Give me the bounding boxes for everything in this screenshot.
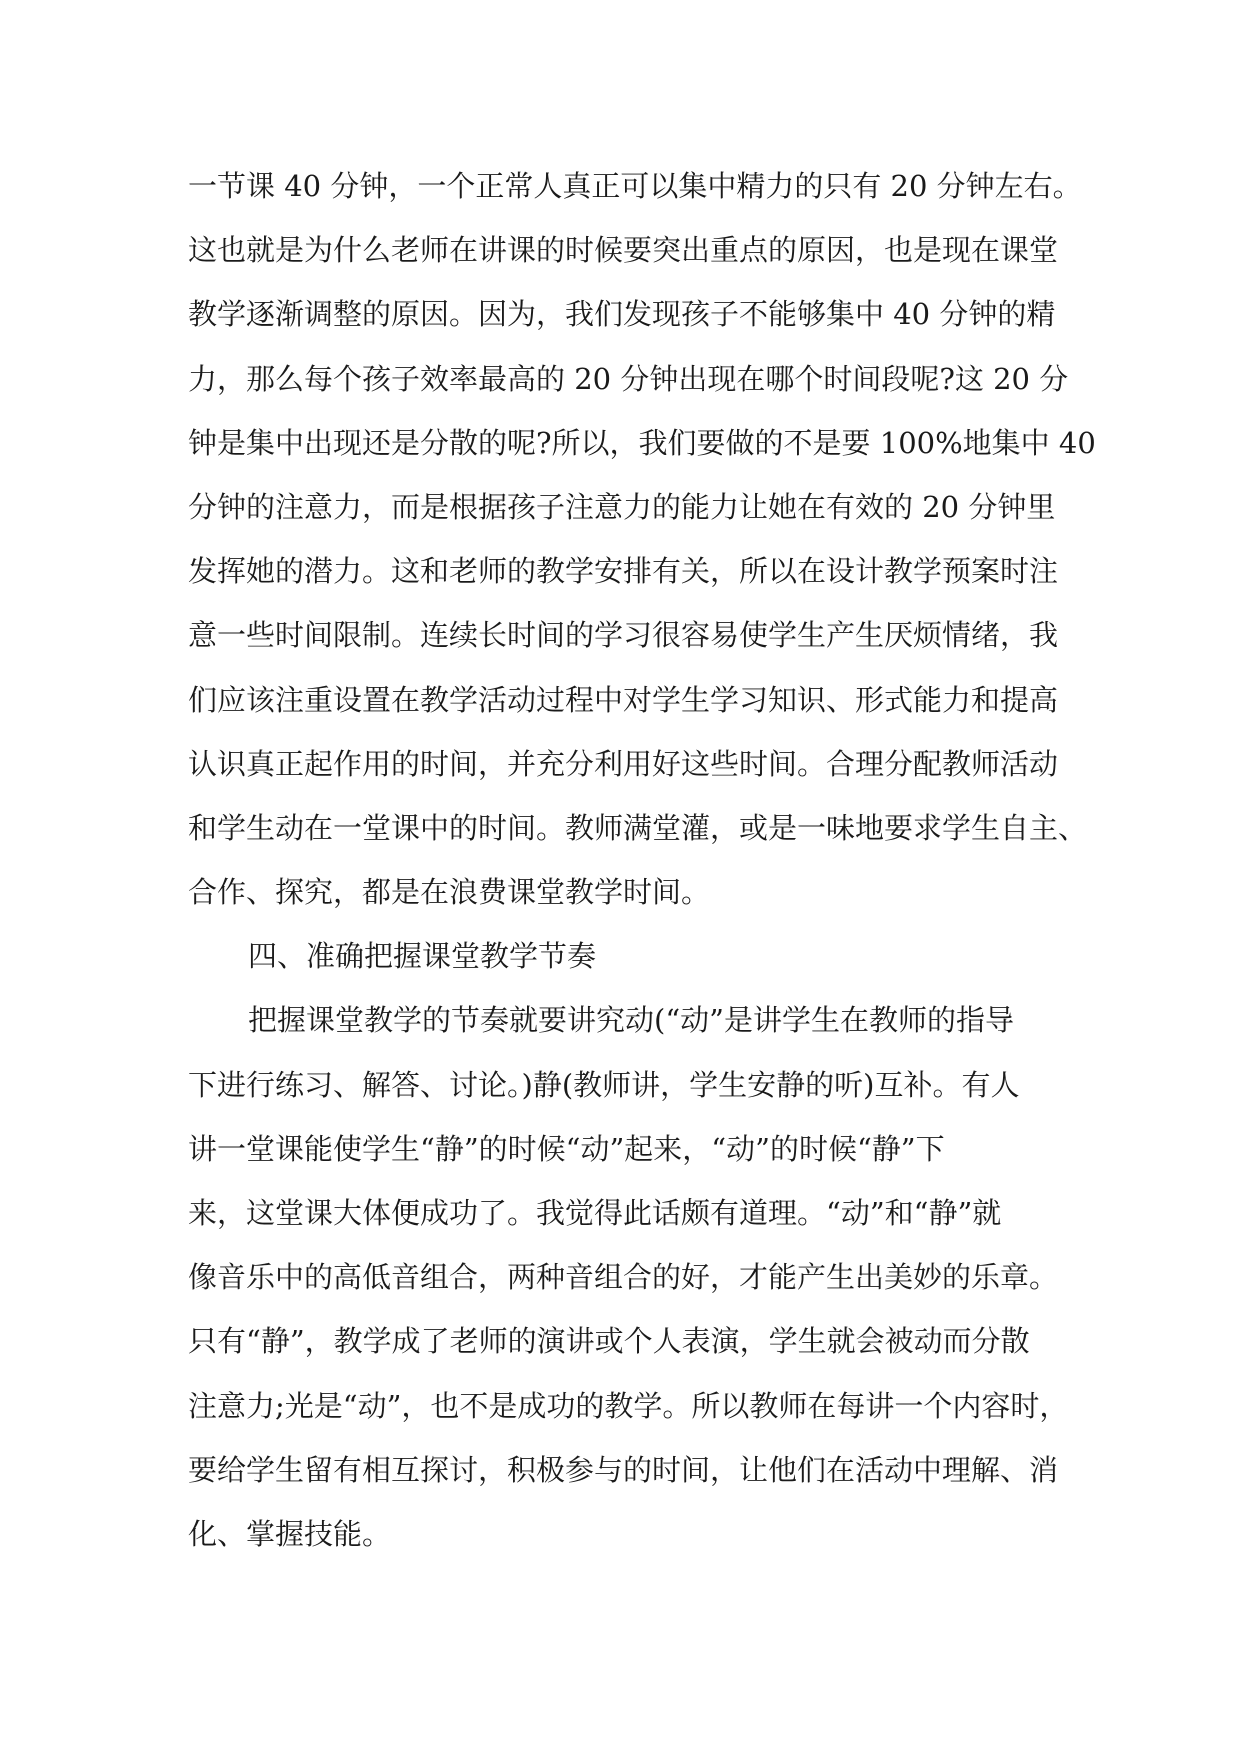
text-line: 意一些时间限制。连续长时间的学习很容易使学生产生厌烦情绪，我 [188,618,1059,653]
text-line: 和学生动在一堂课中的时间。教师满堂灌，或是一味地要求学生自主、 [188,810,1088,845]
text-line: 这也就是为什么老师在讲课的时候要突出重点的原因，也是现在课堂 [188,233,1059,268]
text-line: 钟是集中出现还是分散的呢?所以，我们要做的不是要 100%地集中 40 [188,425,1096,460]
text-line: 合作、探究，都是在浪费课堂教学时间。 [188,875,711,910]
text-line: 只有“静”，教学成了老师的演讲或个人表演，学生就会被动而分散 [188,1324,1030,1359]
text-line: 讲一堂课能使学生“静”的时候“动”起来，“动”的时候“静”下 [188,1131,945,1166]
text-line: 化、掌握技能。 [188,1516,392,1551]
text-line: 认识真正起作用的时间，并充分利用好这些时间。合理分配教师活动 [188,746,1059,781]
text-line: 教学逐渐调整的原因。因为，我们发现孩子不能够集中 40 分钟的精 [188,297,1056,332]
text-line: 来，这堂课大体便成功了。我觉得此话颇有道理。“动”和“静”就 [188,1196,1002,1230]
text-line: 分钟的注意力，而是根据孩子注意力的能力让她在有效的 20 分钟里 [188,489,1056,524]
text-line: 一节课 40 分钟，一个正常人真正可以集中精力的只有 20 分钟左右。 [188,169,1082,203]
text-line: 力，那么每个孩子效率最高的 20 分钟出现在哪个时间段呢?这 20 分 [188,361,1069,396]
text-line: 把握课堂教学的节奏就要讲究动(“动”是讲学生在教师的指导 [248,1003,1014,1038]
text-line: 要给学生留有相互探讨，积极参与的时间，让他们在活动中理解、消 [188,1452,1059,1487]
paragraph-1 [188,154,1096,924]
text-line: 注意力;光是“动”，也不是成功的教学。所以教师在每讲一个内容时， [188,1388,1069,1423]
text-line: 下进行练习、解答、讨论。)静(教师讲，学生安静的听)互补。有人 [188,1067,1020,1102]
body-text [188,154,1096,1566]
paragraph-2 [188,988,1069,1566]
text-line: 像音乐中的高低音组合，两种音组合的好，才能产生出美妙的乐章。 [188,1260,1059,1295]
text-line: 们应该注重设置在教学活动过程中对学生学习知识、形式能力和提高 [188,682,1059,717]
text-line: 发挥她的潜力。这和老师的教学安排有关，所以在设计教学预案时注 [188,554,1059,589]
section-heading: 四、准确把握课堂教学节奏 [248,939,597,974]
